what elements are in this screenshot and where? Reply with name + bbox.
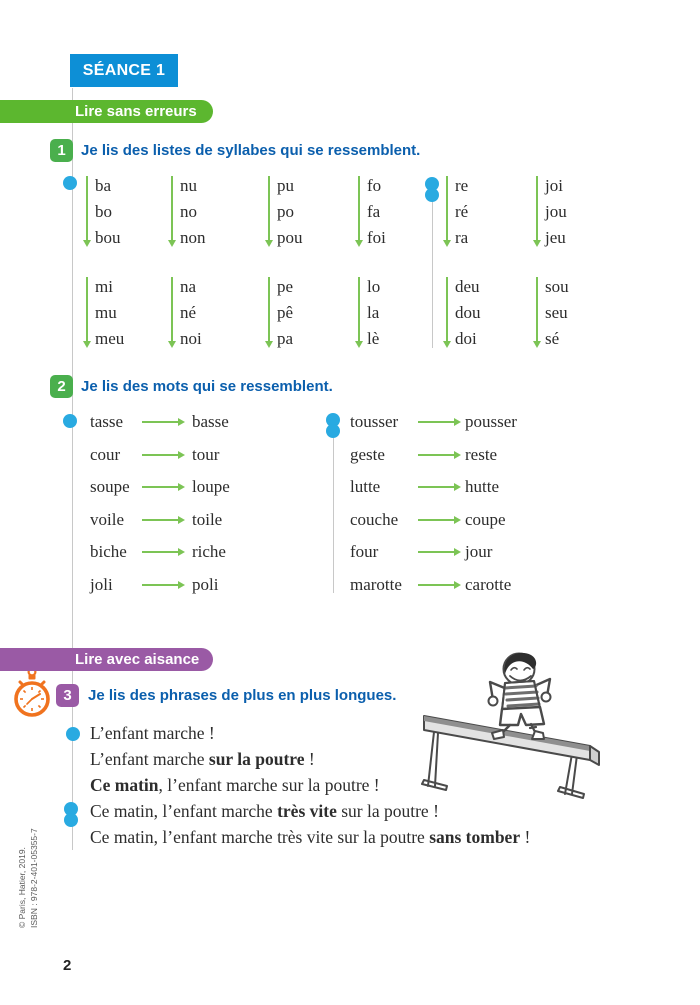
blue-dot-bullet (63, 414, 77, 428)
word: couche (350, 510, 399, 529)
syllable-column (180, 173, 206, 251)
word: poli (192, 575, 219, 594)
bullet-circle (64, 813, 78, 827)
word: soupe (90, 477, 130, 496)
green-down-arrow (358, 176, 360, 240)
word: basse (192, 412, 229, 431)
sentence: L’enfant marche sur la poutre ! (90, 749, 315, 769)
syllable: mi (95, 277, 113, 296)
green-down-arrow (86, 176, 88, 240)
syllable: joi (545, 176, 563, 195)
word-pair-row (0, 507, 700, 533)
syllable-column (95, 274, 124, 352)
exercise-3-title: Je lis des phrases de plus en plus longues. (88, 687, 397, 704)
green-down-arrow (446, 277, 448, 341)
exercise-1-number-badge: 1 (50, 139, 73, 162)
syllable-column (277, 173, 303, 251)
syllable: meu (95, 329, 125, 348)
syllable: sou (545, 277, 569, 296)
seance-title-box: SÉANCE 1 (70, 54, 178, 87)
word-pair-row (0, 409, 700, 435)
green-right-arrow (418, 486, 454, 488)
word: joli (90, 575, 113, 594)
word: four (350, 542, 379, 561)
green-down-arrow (268, 176, 270, 240)
word-pair-row (0, 539, 700, 565)
word: lutte (350, 477, 381, 496)
syllable: fa (367, 202, 381, 221)
green-down-arrow (536, 176, 538, 240)
syllable: po (277, 202, 294, 221)
syllable: pê (277, 303, 294, 322)
word: marotte (350, 575, 402, 594)
syllable: sé (545, 329, 560, 348)
word: cour (90, 445, 121, 464)
sentence: Ce matin, l’enfant marche très vite sur la poutre ! (90, 801, 439, 821)
syllable-column (277, 274, 293, 352)
exercise-1-title: Je lis des listes de syllabes qui se ressemblent. (81, 142, 421, 159)
syllable-column (455, 274, 481, 352)
word: coupe (465, 510, 506, 529)
syllable-column (545, 173, 567, 251)
green-right-arrow (418, 421, 454, 423)
syllable: bou (95, 228, 121, 247)
syllable: lo (367, 277, 381, 296)
syllable: lè (367, 329, 380, 348)
syllable: dou (455, 303, 481, 322)
isbn-line: ISBN : 978-2-401-05355-7 (29, 828, 39, 928)
green-right-arrow (418, 551, 454, 553)
section-banner-lire-avec-aisance: Lire avec aisance (0, 648, 213, 671)
green-down-arrow (446, 176, 448, 240)
word: pousser (465, 412, 517, 431)
syllable-column (180, 274, 202, 352)
word-pair-row (0, 474, 700, 500)
syllable: jeu (545, 228, 566, 247)
syllable-column (367, 173, 386, 251)
syllable: mu (95, 303, 117, 322)
syllable: pu (277, 176, 294, 195)
green-down-arrow (171, 277, 173, 341)
word: reste (465, 445, 498, 464)
syllable: re (455, 176, 469, 195)
exercise-3-number-badge: 3 (56, 684, 79, 707)
syllable: deu (455, 277, 480, 296)
word: voile (90, 510, 124, 529)
green-down-arrow (536, 277, 538, 341)
bullet-circle (326, 424, 340, 438)
green-right-arrow (418, 584, 454, 586)
blue-dot-bullet (66, 727, 80, 741)
green-down-arrow (268, 277, 270, 341)
syllable: la (367, 303, 380, 322)
syllable-column (95, 173, 121, 251)
sentence: Ce matin, l’enfant marche très vite sur la poutre sans tomber ! (90, 827, 531, 847)
word: geste (350, 445, 385, 464)
word: tousser (350, 412, 399, 431)
sentence: Ce matin, l’enfant marche sur la poutre ! (90, 775, 380, 795)
syllable: pa (277, 329, 294, 348)
exercise-2-number-badge: 2 (50, 375, 73, 398)
green-down-arrow (171, 176, 173, 240)
green-right-arrow (142, 551, 178, 553)
child-on-balance-beam-illustration (420, 648, 700, 803)
word: loupe (192, 477, 230, 496)
syllable-column (455, 173, 468, 251)
blue-dot-bullet (63, 176, 77, 190)
word: biche (90, 542, 127, 561)
word: jour (465, 542, 493, 561)
syllable: nu (180, 176, 197, 195)
green-right-arrow (142, 421, 178, 423)
syllable: pe (277, 277, 294, 296)
syllable: fo (367, 176, 382, 195)
syllable: ré (455, 202, 469, 221)
syllable-column (545, 274, 569, 352)
syllable-column (367, 274, 380, 352)
word: riche (192, 542, 226, 561)
syllable: foi (367, 228, 386, 247)
section-banner-lire-sans-erreurs: Lire sans erreurs (0, 100, 213, 123)
green-right-arrow (142, 454, 178, 456)
syllable: né (180, 303, 197, 322)
syllable: ba (95, 176, 112, 195)
stopwatch-icon (12, 666, 52, 724)
syllable: no (180, 202, 197, 221)
green-right-arrow (142, 584, 178, 586)
green-right-arrow (418, 454, 454, 456)
green-down-arrow (358, 277, 360, 341)
copyright-line: © Paris, Hatier, 2019. (17, 847, 27, 928)
green-right-arrow (142, 519, 178, 521)
syllable: noi (180, 329, 202, 348)
copyright-sidebar (16, 828, 40, 928)
syllable: seu (545, 303, 568, 322)
syllable: non (180, 228, 206, 247)
syllable: ra (455, 228, 469, 247)
green-down-arrow (86, 277, 88, 341)
word: hutte (465, 477, 499, 496)
word-pair-row (0, 572, 700, 598)
group-divider-line (432, 198, 433, 348)
word: toile (192, 510, 223, 529)
exercise-2-title: Je lis des mots qui se ressemblent. (81, 378, 333, 395)
sentence: L’enfant marche ! (90, 723, 215, 743)
bullet-circle (425, 188, 439, 202)
word: tour (192, 445, 220, 464)
green-right-arrow (418, 519, 454, 521)
syllable: bo (95, 202, 112, 221)
word: carotte (465, 575, 512, 594)
syllable: jou (545, 202, 567, 221)
word: tasse (90, 412, 124, 431)
green-right-arrow (142, 486, 178, 488)
syllable: pou (277, 228, 303, 247)
word-pair-row (0, 442, 700, 468)
syllable: doi (455, 329, 477, 348)
page-number: 2 (63, 957, 72, 974)
syllable: na (180, 277, 197, 296)
